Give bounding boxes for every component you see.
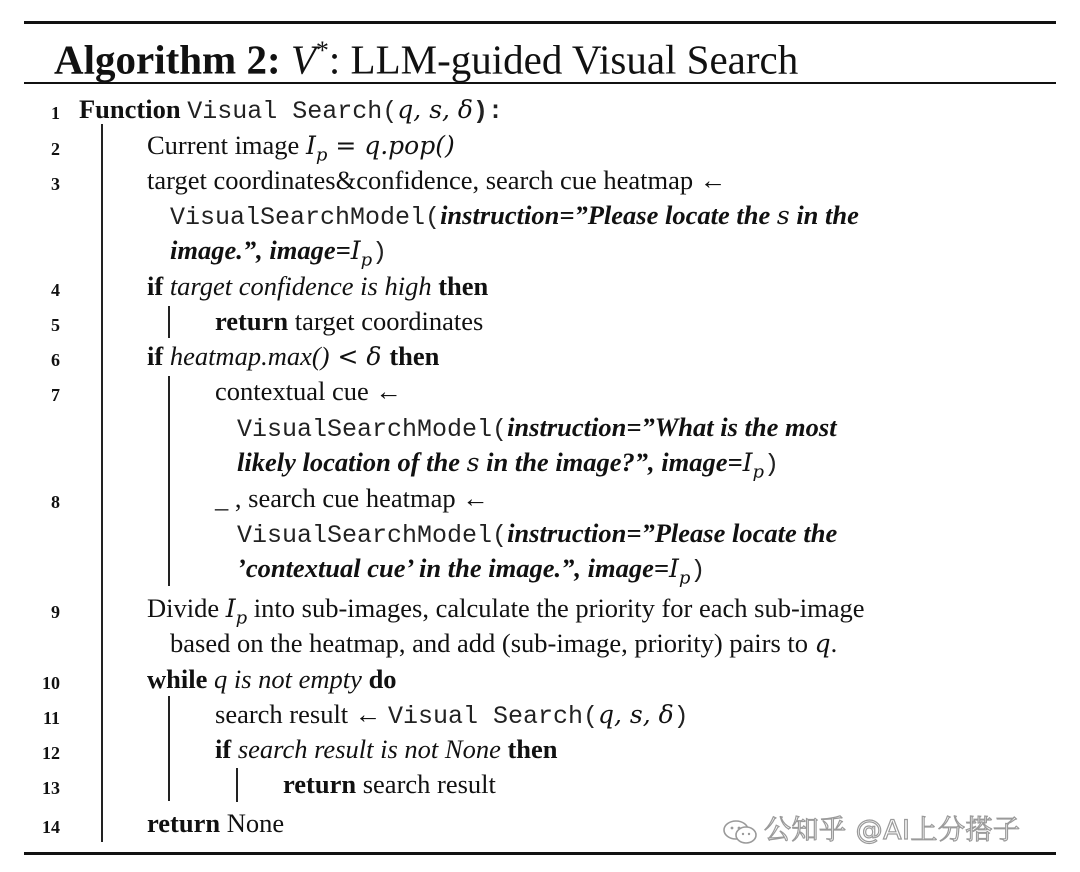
instruction-text: instruction=”Please locate the <box>440 200 777 230</box>
var-s: s <box>776 201 790 230</box>
instruction-text-3: in the image?”, image= <box>479 447 743 477</box>
watermark <box>722 808 1021 847</box>
title-rest: : LLM-guided Visual Search <box>328 36 799 83</box>
var-sub: p <box>678 567 691 589</box>
args-open: ( <box>582 702 598 731</box>
line-number: 12 <box>42 743 60 763</box>
instruction-text: instruction=”What is the most <box>507 412 837 442</box>
line-text: Current image <box>147 130 306 160</box>
line-number: 5 <box>51 315 60 335</box>
keyword-return: return <box>283 769 357 799</box>
function-block-bar <box>101 124 103 842</box>
instruction-text: instruction=”Please locate the <box>507 518 838 548</box>
paren-close: ) <box>764 450 780 479</box>
function-args: q, s, δ <box>397 95 473 124</box>
condition: target confidence is high <box>169 271 432 301</box>
while-block-bar <box>168 696 170 801</box>
line-number: 7 <box>51 385 60 405</box>
var-sub: p <box>752 461 765 483</box>
return-value: None <box>220 808 285 838</box>
line-number: 3 <box>51 174 60 194</box>
watermark-text: 公知乎 @AI上分搭子 <box>764 815 1021 846</box>
function-name: Visual Search <box>187 97 383 126</box>
var-sub: p <box>315 144 328 166</box>
args-open: ( <box>382 97 398 126</box>
keyword-while: while <box>147 664 208 694</box>
line-number: 10 <box>42 673 60 693</box>
var-sub: p <box>235 607 248 629</box>
line-number: 9 <box>51 602 60 622</box>
line-text: , search cue heatmap ← <box>228 483 489 513</box>
keyword-do: do <box>368 664 397 694</box>
if-result-block-bar <box>236 768 238 802</box>
model-name: VisualSearchModel <box>170 203 426 232</box>
line-text: Divide <box>147 593 226 623</box>
line-number: 11 <box>42 708 60 728</box>
var-i: I <box>668 554 679 583</box>
line-number: 1 <box>51 103 60 123</box>
keyword-then: then <box>389 341 440 371</box>
instruction-text-3: image.”, image= <box>170 235 351 265</box>
algorithm-heading-label: Algorithm 2: <box>54 36 281 83</box>
line-number: 4 <box>51 280 60 300</box>
line-number: 13 <box>42 778 60 798</box>
line-text-post: = q.pop() <box>327 131 455 160</box>
period: . <box>830 628 838 658</box>
line-text: search result ← <box>215 699 388 729</box>
algorithm-title <box>54 26 798 85</box>
line-text-cont: based on the heatmap, and add (sub-image, priority) pairs to <box>170 628 815 658</box>
args-close: ): <box>472 97 503 126</box>
function-args: q, s, δ <box>598 700 674 729</box>
paren: ( <box>425 203 441 232</box>
keyword-return: return <box>215 306 289 336</box>
var-i: I <box>742 448 753 477</box>
placeholder-underscore: _ <box>215 483 229 513</box>
line-text: target coordinates&confidence, search cue heatmap ← <box>147 165 727 195</box>
keyword-if: if <box>215 734 232 764</box>
args-close: ) <box>673 702 689 731</box>
var-i: I <box>305 131 316 160</box>
keyword-then: then <box>507 734 558 764</box>
line-number: 14 <box>42 817 60 837</box>
function-name: Visual Search <box>387 702 583 731</box>
line-text-post: into sub-images, calculate the priority for each sub-image <box>247 593 865 623</box>
paren-close: ) <box>372 238 388 267</box>
var-sub: p <box>360 249 373 271</box>
keyword-if: if <box>147 341 164 371</box>
keyword-then: then <box>438 271 489 301</box>
line-number: 6 <box>51 350 60 370</box>
var-s: s <box>466 448 480 477</box>
condition: heatmap.max() <box>169 341 330 371</box>
instruction-text-2: likely location of the <box>237 447 467 477</box>
keyword-function: Function <box>79 94 181 124</box>
var-i: I <box>225 594 236 623</box>
if-heatmap-block-bar <box>168 376 170 586</box>
var-q: q <box>814 629 831 658</box>
bottom-rule <box>24 852 1056 855</box>
keyword-if: if <box>147 271 164 301</box>
condition: q is not empty <box>214 664 362 694</box>
line-number: 8 <box>51 492 60 512</box>
top-rule <box>24 21 1056 24</box>
condition: search result is not None <box>237 734 501 764</box>
wechat-icon <box>722 819 758 845</box>
paren: ( <box>492 415 508 444</box>
model-name: VisualSearchModel <box>237 415 493 444</box>
paren-close: ) <box>690 556 706 585</box>
operator: < δ <box>329 342 390 371</box>
title-symbol-sup: * <box>315 36 329 65</box>
line-number: 2 <box>51 139 60 159</box>
if-confidence-block-bar <box>168 306 170 338</box>
line-text: contextual cue ← <box>215 376 402 406</box>
instruction-text-2: in the <box>789 200 859 230</box>
return-value: target coordinates <box>288 306 484 336</box>
keyword-return: return <box>147 808 221 838</box>
var-i: I <box>350 236 361 265</box>
return-value: search result <box>356 769 496 799</box>
instruction-text-2: ’contextual cue’ in the image.”, image= <box>237 553 669 583</box>
title-symbol: V <box>290 36 316 83</box>
model-name: VisualSearchModel <box>237 521 493 550</box>
paren: ( <box>492 521 508 550</box>
